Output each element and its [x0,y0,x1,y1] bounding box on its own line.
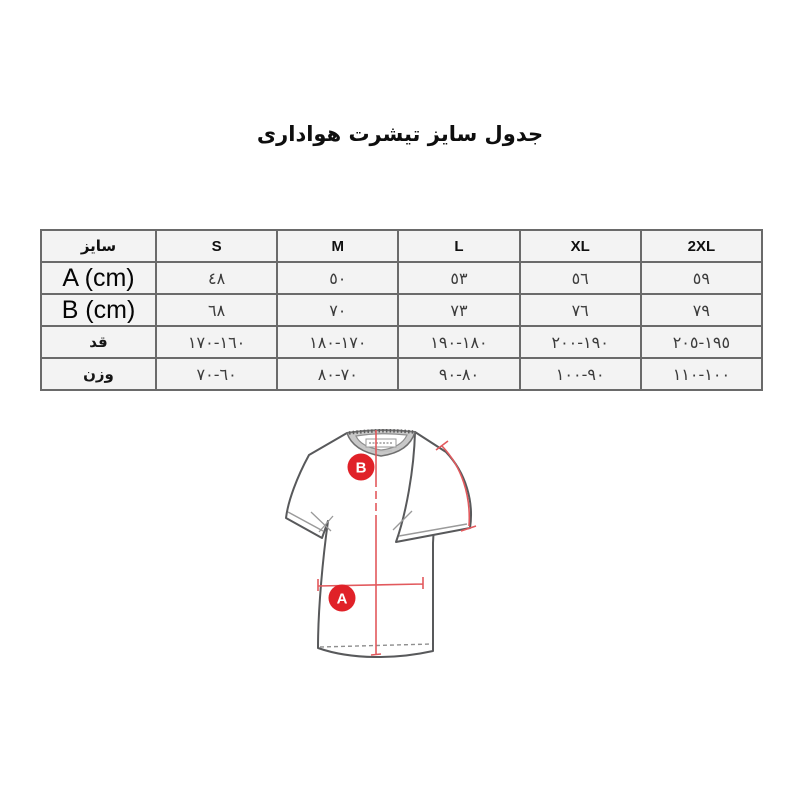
table-cell: ١٨٠-١٩٠ [398,326,519,358]
header-size: سایز [41,230,156,262]
marker-b-label: B [355,459,367,477]
table-header-row [41,230,762,262]
table-row-weight [41,358,762,390]
table-cell: ٧٠-٨٠ [277,358,398,390]
table-cell: ١٩٠-٢٠٠ [520,326,641,358]
header-xl: XL [520,230,641,262]
header-l: L [398,230,519,262]
table-cell: ١٠٠-١١٠ [641,358,762,390]
marker-a-label: A [336,590,348,608]
table-cell: ٨٠-٩٠ [398,358,519,390]
row-label-b: B (cm) [41,294,156,326]
row-label-a: A (cm) [41,262,156,294]
table-cell: ٧٠ [277,294,398,326]
row-label-height: قد [41,326,156,358]
table-cell: ١٩٥-٢٠٥ [641,326,762,358]
table-cell: ١٦٠-١٧٠ [156,326,277,358]
table-cell: ٦٠-٧٠ [156,358,277,390]
header-2xl: 2XL [641,230,762,262]
table-cell: ٥٦ [520,262,641,294]
tshirt-diagram [262,412,518,680]
header-s: S [156,230,277,262]
table-cell: ٧٩ [641,294,762,326]
table-cell: ٥٠ [277,262,398,294]
table-cell: ٥٩ [641,262,762,294]
row-label-weight: وزن [41,358,156,390]
table-cell: ٧٦ [520,294,641,326]
marker-b [348,454,375,481]
page-title: جدول سایز تیشرت هواداری [256,122,544,146]
table-cell: ٩٠-١٠٠ [520,358,641,390]
header-m: M [277,230,398,262]
table-cell: ٥٣ [398,262,519,294]
size-table [40,229,763,391]
marker-a [329,585,356,612]
table-cell: ١٧٠-١٨٠ [277,326,398,358]
table-cell: ٦٨ [156,294,277,326]
table-row-a [41,262,762,294]
table-row-b [41,294,762,326]
table-row-height [41,326,762,358]
table-cell: ٤٨ [156,262,277,294]
table-cell: ٧٣ [398,294,519,326]
